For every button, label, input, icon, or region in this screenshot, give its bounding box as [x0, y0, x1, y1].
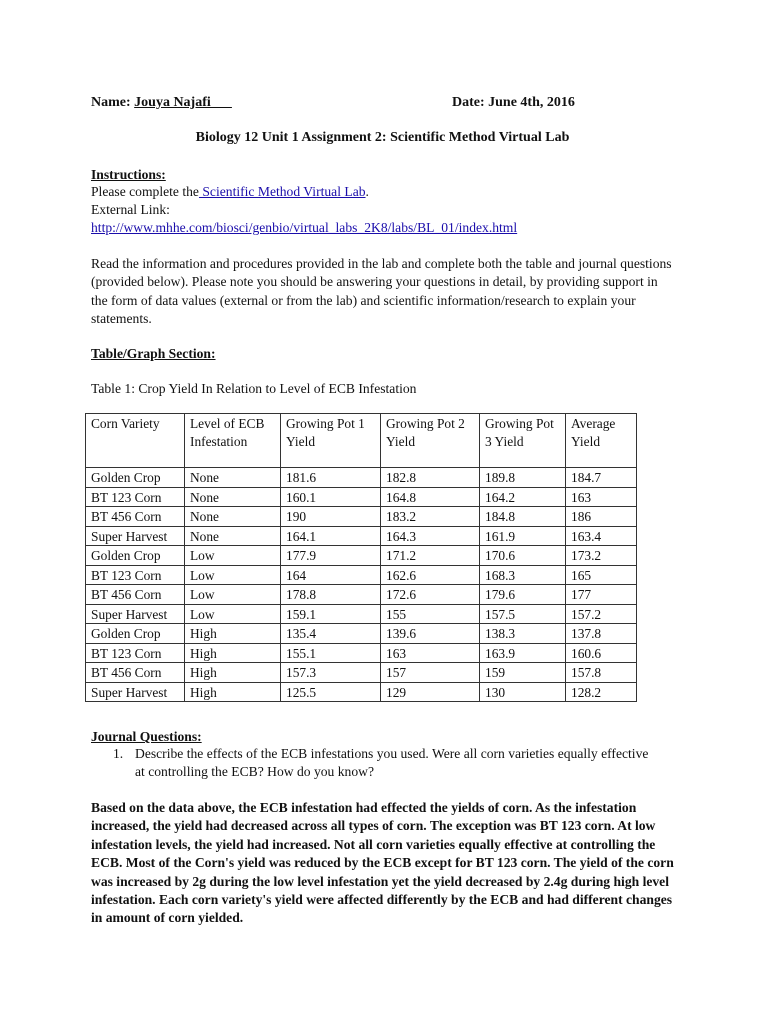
table-cell: Low — [185, 585, 281, 605]
table-cell: 163 — [381, 643, 480, 663]
table-cell: 168.3 — [480, 565, 566, 585]
table-cell: 163.4 — [566, 526, 637, 546]
table-cell: 164.3 — [381, 526, 480, 546]
instructions-suffix: . — [365, 184, 369, 199]
table-cell: 165 — [566, 565, 637, 585]
name-label: Name: — [91, 95, 131, 110]
table-cell: 157 — [381, 663, 480, 683]
table-cell: 159.1 — [281, 604, 381, 624]
table-cell: 173.2 — [566, 546, 637, 566]
instructions-line — [91, 183, 369, 201]
table-cell: 128.2 — [566, 682, 637, 702]
table-cell: Golden Crop — [86, 546, 185, 566]
journal-heading: Journal Questions: — [91, 729, 202, 744]
table-cell: Low — [185, 565, 281, 585]
table-cell: Golden Crop — [86, 468, 185, 488]
table-row — [86, 624, 637, 644]
table-cell: 139.6 — [381, 624, 480, 644]
table-cell: 155.1 — [281, 643, 381, 663]
name-value: Jouya Najafi___ — [134, 95, 232, 110]
table-row — [86, 682, 637, 702]
table-cell: None — [185, 507, 281, 527]
table-cell: 186 — [566, 507, 637, 527]
column-header: Growing Pot 3 Yield — [480, 414, 566, 468]
table-cell: 183.2 — [381, 507, 480, 527]
table-row — [86, 663, 637, 683]
question-text: Describe the effects of the ECB infestations you used. Were all corn varieties equally effective at controlling the ECB? How do you know? — [135, 746, 649, 780]
table-cell: 164.1 — [281, 526, 381, 546]
table-cell: None — [185, 487, 281, 507]
table-cell: BT 456 Corn — [86, 585, 185, 605]
table-cell: 157.2 — [566, 604, 637, 624]
table-cell: 172.6 — [381, 585, 480, 605]
table-cell: 157.5 — [480, 604, 566, 624]
student-name — [91, 95, 232, 111]
table-cell: 159 — [480, 663, 566, 683]
table-cell: 163.9 — [480, 643, 566, 663]
table-cell: BT 123 Corn — [86, 643, 185, 663]
table-cell: 182.8 — [381, 468, 480, 488]
table-cell: 190 — [281, 507, 381, 527]
table-cell: 155 — [381, 604, 480, 624]
table-cell: Golden Crop — [86, 624, 185, 644]
table-cell: None — [185, 526, 281, 546]
journal-question-list — [113, 745, 653, 782]
table-cell: Super Harvest — [86, 682, 185, 702]
table-cell: 171.2 — [381, 546, 480, 566]
table-cell: BT 123 Corn — [86, 487, 185, 507]
document-title: Biology 12 Unit 1 Assignment 2: Scientific Method Virtual Lab — [195, 130, 570, 145]
crop-yield-table — [85, 413, 637, 702]
assignment-date: Date: June 4th, 2016 — [452, 95, 575, 110]
table-cell: High — [185, 682, 281, 702]
table-cell: 135.4 — [281, 624, 381, 644]
table-caption: Table 1: Crop Yield In Relation to Level of ECB Infestation — [91, 381, 417, 396]
table-cell: 137.8 — [566, 624, 637, 644]
journal-question — [113, 745, 653, 782]
table-cell: 160.6 — [566, 643, 637, 663]
table-cell: 162.6 — [381, 565, 480, 585]
table-cell: 184.8 — [480, 507, 566, 527]
table-cell: 125.5 — [281, 682, 381, 702]
table-row — [86, 585, 637, 605]
table-row — [86, 468, 637, 488]
table-cell: BT 456 Corn — [86, 507, 185, 527]
external-url-link[interactable]: http://www.mhhe.com/biosci/genbio/virtual_labs_2K8/labs/BL_01/index.html — [91, 220, 518, 235]
table-cell: Super Harvest — [86, 526, 185, 546]
table-row — [86, 565, 637, 585]
table-cell: 129 — [381, 682, 480, 702]
table-cell: Low — [185, 546, 281, 566]
journal-answer: Based on the data above, the ECB infestation had effected the yields of corn. As the infestation increased, the yield had decreased across all types of corn. The exception was BT 123 corn. At low infestation levels, the yield had increased. Not all corn varieties equally effective at controlling the ECB. Most of the Corn's yield was reduced by the ECB except for BT 123 corn. The yield of the corn was increased by 2g during the low level infestation yet the yield decreased by 2.4g during high level infestation. Each corn variety's yield were affected differently by the ECB and had different changes in amount of corn yielded. — [91, 800, 674, 926]
instructions-heading: Instructions: — [91, 167, 166, 182]
table-cell: 130 — [480, 682, 566, 702]
table-row — [86, 546, 637, 566]
table-row — [86, 604, 637, 624]
table-cell: 138.3 — [480, 624, 566, 644]
column-header: Growing Pot 1 Yield — [281, 414, 381, 468]
table-cell: 178.8 — [281, 585, 381, 605]
instructions-prefix: Please complete the — [91, 184, 199, 199]
table-cell: 170.6 — [480, 546, 566, 566]
table-row — [86, 643, 637, 663]
table-row — [86, 526, 637, 546]
table-cell: 163 — [566, 487, 637, 507]
virtual-lab-link[interactable]: Scientific Method Virtual Lab — [198, 184, 366, 199]
table-cell: High — [185, 643, 281, 663]
question-number: 1. — [113, 746, 124, 761]
table-row — [86, 487, 637, 507]
table-cell: 177 — [566, 585, 637, 605]
column-header: Corn Variety — [86, 414, 185, 468]
table-cell: 164 — [281, 565, 381, 585]
table-cell: High — [185, 663, 281, 683]
column-header: Growing Pot 2 Yield — [381, 414, 480, 468]
table-cell: 164.2 — [480, 487, 566, 507]
table-cell: 161.9 — [480, 526, 566, 546]
table-cell: 181.6 — [281, 468, 381, 488]
table-row — [86, 507, 637, 527]
table-cell: BT 456 Corn — [86, 663, 185, 683]
column-header: Level of ECB Infestation — [185, 414, 281, 468]
intro-paragraph: Read the information and procedures provided in the lab and complete both the table and journal questions (provided below). Please note you should be answering your questions in detail, by providing support in the form of data values (external or from the lab) and scientific information/research to explain your statements. — [91, 256, 672, 327]
table-section-heading: Table/Graph Section: — [91, 346, 216, 361]
table-cell: 189.8 — [480, 468, 566, 488]
external-link-label: External Link: — [91, 202, 170, 217]
table-cell: 184.7 — [566, 468, 637, 488]
external-url-line — [91, 219, 517, 237]
table-cell: BT 123 Corn — [86, 565, 185, 585]
table-header-row — [86, 414, 637, 468]
table-cell: Super Harvest — [86, 604, 185, 624]
column-header: Average Yield — [566, 414, 637, 468]
table-cell: 157.3 — [281, 663, 381, 683]
table-cell: 164.8 — [381, 487, 480, 507]
table-cell: High — [185, 624, 281, 644]
table-cell: 157.8 — [566, 663, 637, 683]
table-cell: 179.6 — [480, 585, 566, 605]
table-cell: Low — [185, 604, 281, 624]
table-cell: None — [185, 468, 281, 488]
table-cell: 177.9 — [281, 546, 381, 566]
table-cell: 160.1 — [281, 487, 381, 507]
